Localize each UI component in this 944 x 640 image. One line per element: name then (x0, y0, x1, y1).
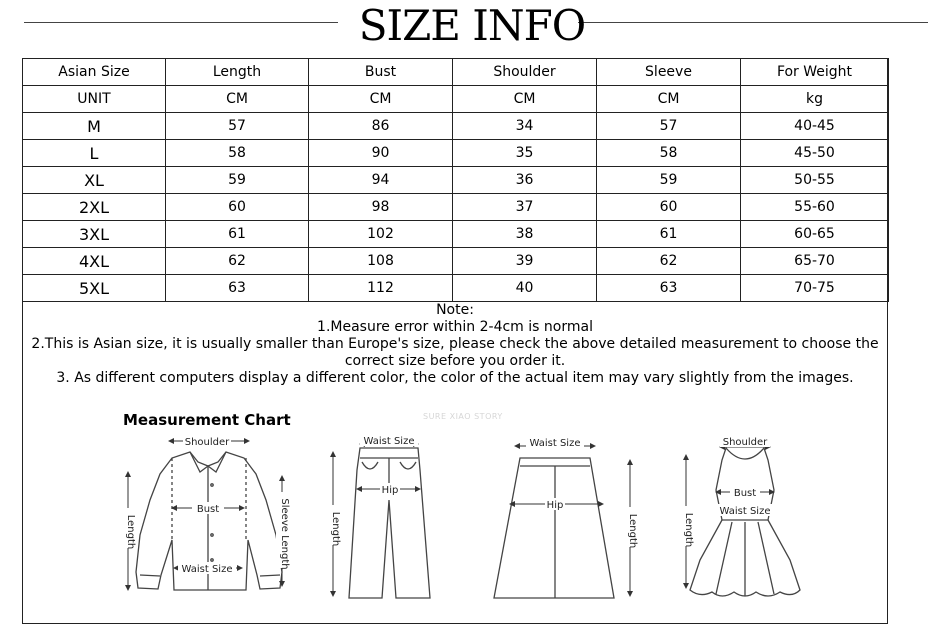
table-cell: 112 (309, 275, 453, 302)
notes-heading: Note: (436, 302, 474, 318)
shirt-waist-label: Waist Size (181, 564, 233, 575)
skirt-outline (494, 458, 614, 598)
skirt-hip-label: Hip (546, 500, 564, 511)
skirt-illustration (494, 458, 614, 598)
shirt-shoulder-label: Shoulder (184, 437, 230, 448)
skirt-length-label: Length (627, 513, 638, 549)
table-cell: Shoulder (453, 59, 597, 86)
table-cell: For Weight (741, 59, 889, 86)
size-cell: 5XL (23, 275, 166, 302)
table-cell: Asian Size (23, 59, 166, 86)
table-cell: 62 (166, 248, 309, 275)
table-cell: 36 (453, 167, 597, 194)
table-cell: 94 (309, 167, 453, 194)
table-cell: CM (166, 86, 309, 113)
size-cell: M (23, 113, 166, 140)
table-cell: 62 (597, 248, 741, 275)
table-cell: 39 (453, 248, 597, 275)
table-cell: 34 (453, 113, 597, 140)
table-cell: 50-55 (741, 167, 889, 194)
table-cell: 40 (453, 275, 597, 302)
table-cell: 65-70 (741, 248, 889, 275)
table-cell: 60-65 (741, 221, 889, 248)
dress-pleats (716, 522, 774, 596)
measurement-chart-title: Measurement Chart (123, 411, 291, 429)
skirt-waist-label: Waist Size (529, 438, 581, 449)
table-cell: 108 (309, 248, 453, 275)
table-cell: 63 (597, 275, 741, 302)
dress-measure-lines (686, 447, 774, 588)
table-cell: 61 (166, 221, 309, 248)
table-cell: 98 (309, 194, 453, 221)
dress-waist-label: Waist Size (719, 506, 771, 517)
table-cell: CM (453, 86, 597, 113)
table-cell: Length (166, 59, 309, 86)
table-cell: kg (741, 86, 889, 113)
dress-shoulder-label: Shoulder (722, 437, 768, 448)
pants-waist-label: Waist Size (363, 436, 415, 447)
table-cell: 57 (166, 113, 309, 140)
table-cell: 57 (597, 113, 741, 140)
table-cell: 63 (166, 275, 309, 302)
table-cell: CM (309, 86, 453, 113)
table-cell: 70-75 (741, 275, 889, 302)
size-cell: XL (23, 167, 166, 194)
size-cell: 4XL (23, 248, 166, 275)
table-cell: 86 (309, 113, 453, 140)
table-cell: 37 (453, 194, 597, 221)
table-cell: 58 (597, 140, 741, 167)
store-watermark: SURE XIAO STORY (423, 412, 503, 421)
size-cell: L (23, 140, 166, 167)
table-cell: Sleeve (597, 59, 741, 86)
note-2: 2.This is Asian size, it is usually smaller than Europe's size, please check the above detailed measurement to choose the correct size before you order it. (31, 336, 879, 369)
table-cell: 90 (309, 140, 453, 167)
dress-illustration (690, 448, 800, 596)
pants-measure-lines (333, 444, 420, 596)
dress-bust-label: Bust (733, 488, 757, 499)
table-cell: 40-45 (741, 113, 889, 140)
size-cell: 2XL (23, 194, 166, 221)
size-cell: 3XL (23, 221, 166, 248)
shirt-length-label: Length (125, 514, 136, 550)
table-cell: 58 (166, 140, 309, 167)
skirt-measure-lines (510, 446, 630, 596)
table-cell: 60 (166, 194, 309, 221)
note-1: 1.Measure error within 2-4cm is normal (317, 319, 593, 335)
table-cell: CM (597, 86, 741, 113)
shirt-bust-label: Bust (196, 504, 220, 515)
pants-hip-label: Hip (381, 485, 399, 496)
table-cell: 38 (453, 221, 597, 248)
table-cell: 61 (597, 221, 741, 248)
table-cell: 45-50 (741, 140, 889, 167)
table-cell: 60 (597, 194, 741, 221)
table-cell: 59 (166, 167, 309, 194)
pants-length-label: Length (330, 511, 341, 547)
note-3: 3. As different computers display a different color, the color of the actual item may vary slightly from the images. (56, 370, 854, 386)
pants-illustration (349, 448, 430, 598)
table-cell: Bust (309, 59, 453, 86)
shirt-sleeve-label: Sleeve Length (279, 498, 290, 570)
page-title: SIZE INFO (358, 1, 586, 50)
table-cell: 102 (309, 221, 453, 248)
table-cell: UNIT (23, 86, 166, 113)
dress-length-label: Length (683, 512, 694, 548)
table-cell: 59 (597, 167, 741, 194)
table-cell: 35 (453, 140, 597, 167)
table-cell: 55-60 (741, 194, 889, 221)
